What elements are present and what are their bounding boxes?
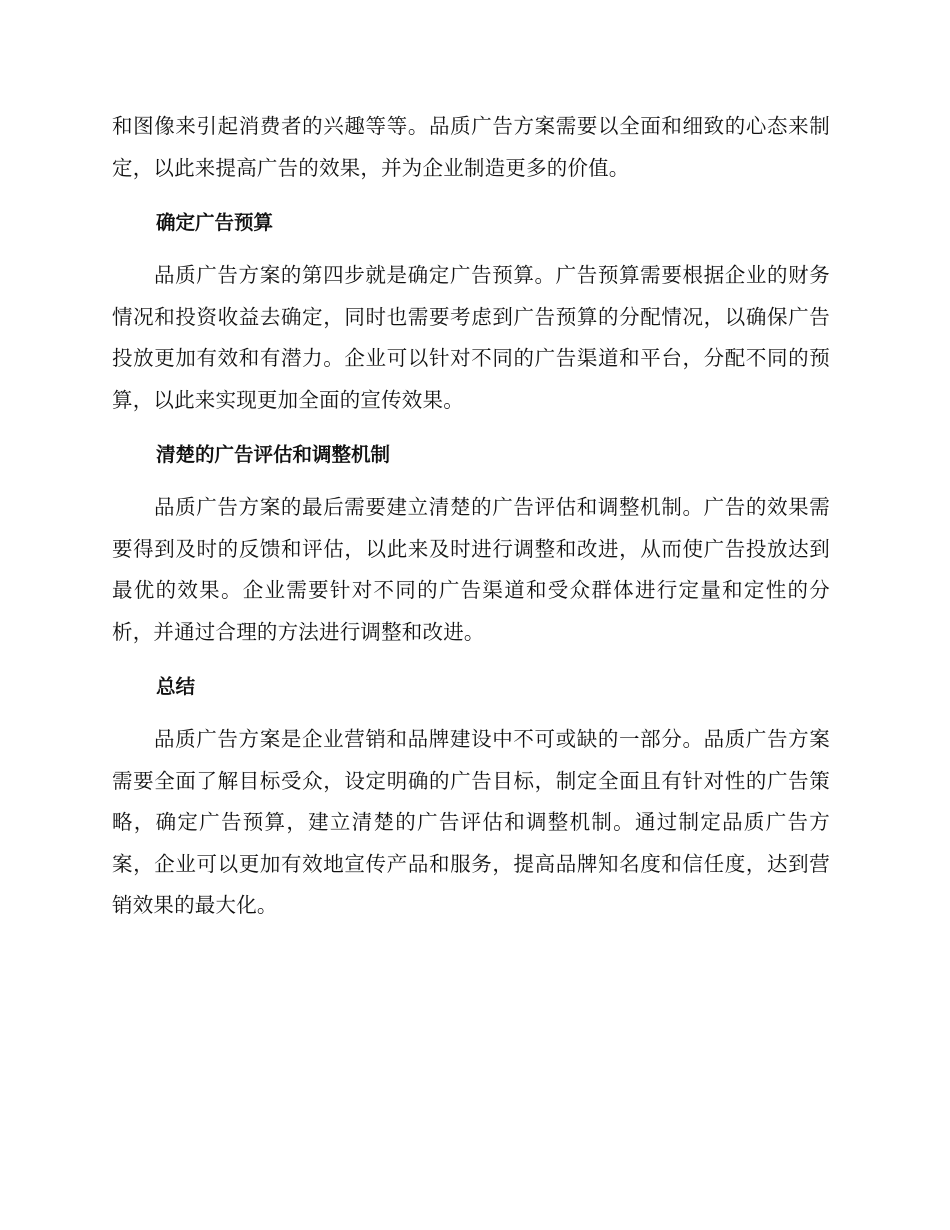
document-content xyxy=(112,106,830,927)
section-body-evaluation: 品质广告方案的最后需要建立清楚的广告评估和调整机制。广告的效果需要得到及时的反馈和评估，以此来及时进行调整和改进，从而使广告投放达到最优的效果。企业需要针对不同的广告渠道和受众群体进行定量和定性的分析，并通过合理的方法进行调整和改进。 xyxy=(112,495,830,644)
section-heading-budget: 确定广告预算 xyxy=(156,211,274,234)
intro-paragraph: 和图像来引起消费者的兴趣等等。品质广告方案需要以全面和细致的心态来制定，以此来提高广告的效果，并为企业制造更多的价值。 xyxy=(112,114,830,180)
section-body-summary: 品质广告方案是企业营销和品牌建设中不可或缺的一部分。品质广告方案需要全面了解目标受众，设定明确的广告目标，制定全面且有针对性的广告策略，确定广告预算，建立清楚的广告评估和调整机制。通过制定品质广告方案，企业可以更加有效地宣传产品和服务，提高品牌知名度和信任度，达到营销效果的最大化。 xyxy=(112,727,830,917)
section-body-budget: 品质广告方案的第四步就是确定广告预算。广告预算需要根据企业的财务情况和投资收益去确定，同时也需要考虑到广告预算的分配情况，以确保广告投放更加有效和有潜力。企业可以针对不同的广告渠道和平台，分配不同的预算，以此来实现更加全面的宣传效果。 xyxy=(112,263,830,412)
section-heading-evaluation: 清楚的广告评估和调整机制 xyxy=(156,443,391,466)
section-heading-summary: 总结 xyxy=(156,675,196,698)
